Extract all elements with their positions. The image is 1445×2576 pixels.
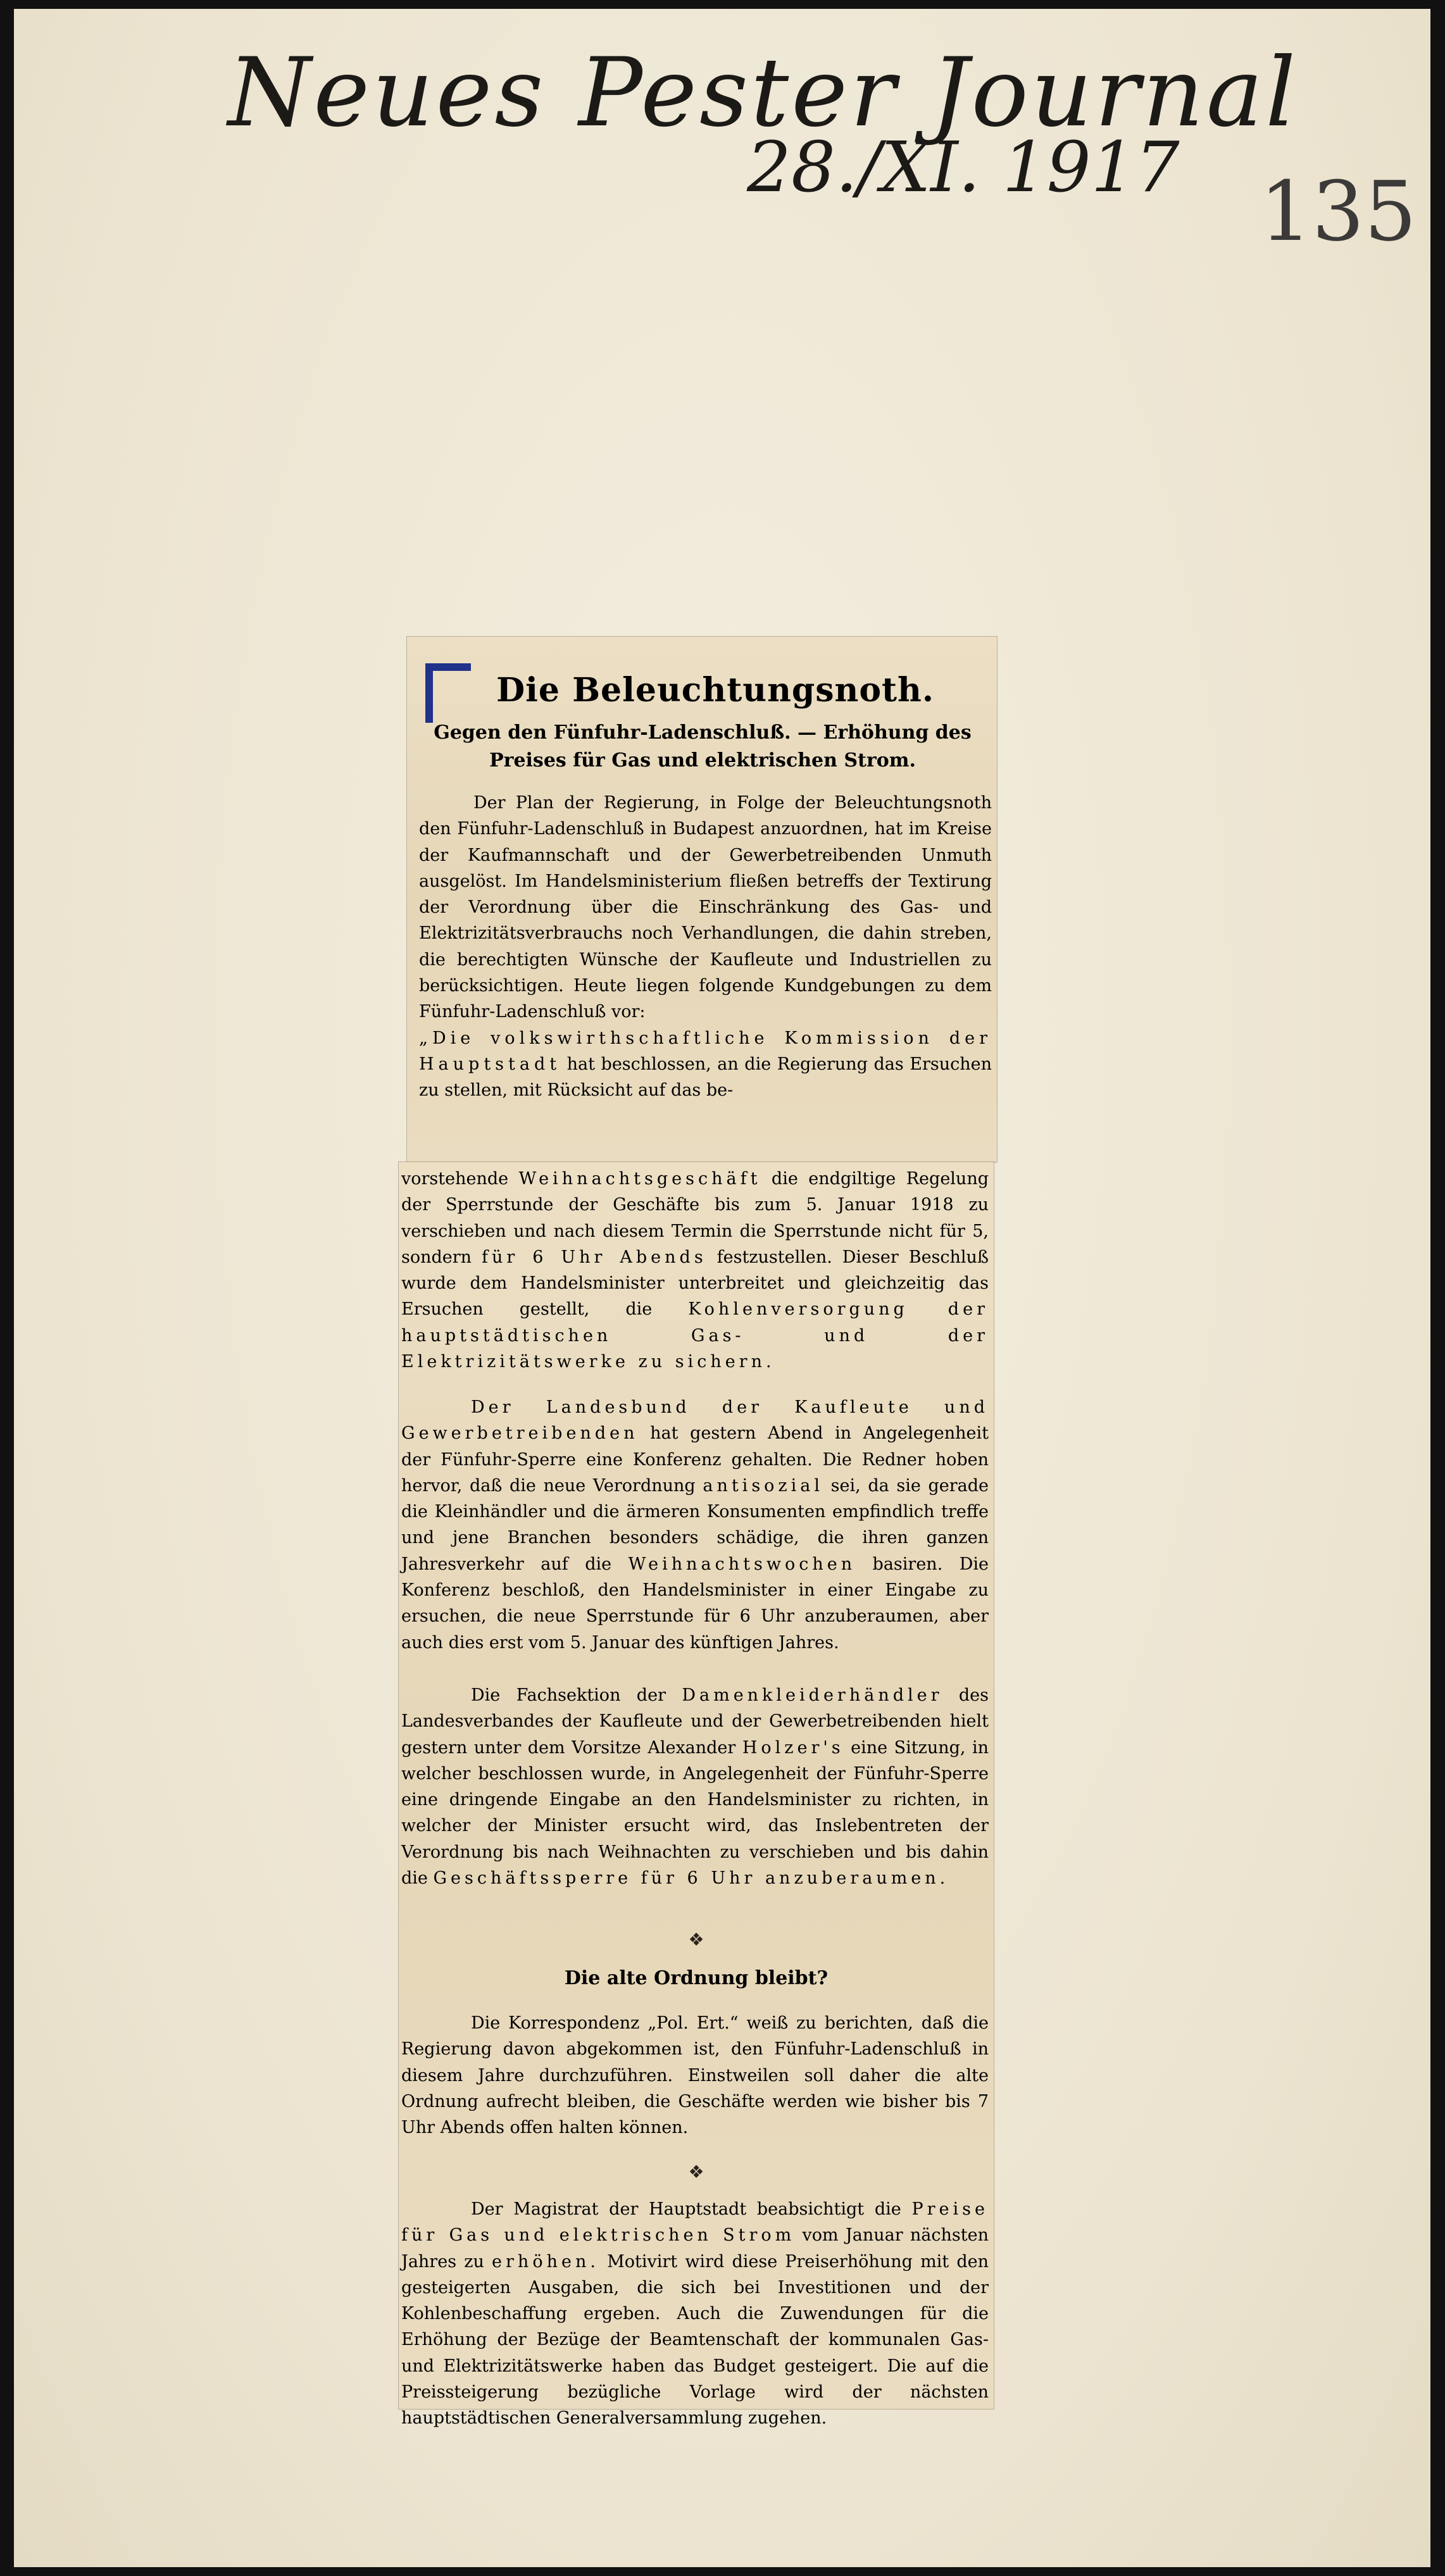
- handwritten-date: 28./XI. 1917: [747, 127, 1180, 208]
- text: Motivirt wird diese Preiserhöhung mit den gesteigerten Ausgaben, die sich bei Investitionen und der Kohlenbeschaffung ergeben. Auch die Zuwendungen für die Erhöhung der Bezüge der Beamtenschaft der kommunalen Gas- und Elektrizitätswerke haben das Budget gesteigert. Die auf die Preissteigerung bezügliche Vorlage wird der nächsten hauptstädtischen Generalversammlung zugehen.: [401, 2251, 989, 2429]
- separator-ornament: ❖: [688, 1929, 704, 1950]
- spaced-text: erhöhen.: [492, 2251, 599, 2272]
- spaced-text: Kohlenversorgung der hauptstädtischen Gas- und der Elektrizitätswerke zu sichern.: [401, 1299, 989, 1372]
- spaced-text: antisozial: [703, 1475, 824, 1496]
- paragraph-2-start-rest: hat beschlossen, an die Regierung das Ersuchen zu stellen, mit Rücksicht auf das be-: [419, 1054, 992, 1101]
- text: vom Januar nächsten Jahres zu: [401, 2225, 989, 2272]
- text: hat gestern Abend in Angelegenheit der Fünfuhr-Sperre eine Konferenz gehalten. Die Redner hoben hervor, daß die neue Verordnung: [401, 1423, 989, 1496]
- article-paragraph-2-continued: [401, 1166, 989, 1375]
- article-title: Die Beleuchtungsnoth.: [496, 671, 934, 710]
- spaced-text: Holzer's: [742, 1737, 844, 1758]
- paragraph-1-text: Der Plan der Regierung, in Folge der Beleuchtungsnoth den Fünfuhr-Ladenschluß in Budapest anzuordnen, hat im Kreise der Kaufmannschaft und der Gewerbetreibenden Unmuth ausgelöst. Im Handelsministerium fließen betreffs der Textirung der Verordnung über die Einschränkung des Gas- und Elektrizitätsverbrauchs noch Verhandlungen, die dahin streben, die berechtigten Wünsche der Kaufleute und Industriellen zu berücksichtigen. Heute liegen folgende Kundgebungen zu dem Fünfuhr-Ladenschluß vor:: [419, 793, 992, 1022]
- article-paragraph-1: [419, 790, 992, 1104]
- handwritten-masthead: Neues Pester Journal: [228, 38, 1299, 148]
- spaced-text: Der Landesbund der Kaufleute und Gewerbetreibenden: [401, 1397, 989, 1444]
- article-paragraph-4: [401, 1682, 989, 1891]
- text: die endgiltige Regelung der Sperrstunde der Geschäfte bis zum 5. Januar 1918 zu verschieben und nach diesem Termin die Sperrstunde nicht für 5, sondern: [401, 1169, 989, 1267]
- text: des Landesverbandes der Kaufleute und der Gewerbetreibenden hielt gestern unter dem Vorsitze Alexander: [401, 1685, 989, 1758]
- article-paragraph-3: [401, 1394, 989, 1656]
- spaced-text: Weihnachtswochen: [628, 1554, 856, 1574]
- text: Die Fachsektion der: [471, 1685, 682, 1705]
- spaced-text: Geschäftssperre für 6 Uhr anzuberaumen.: [433, 1868, 949, 1889]
- text: vorstehende: [401, 1169, 519, 1189]
- separator-ornament: ❖: [688, 2161, 704, 2182]
- handwritten-page-number: 135: [1260, 163, 1417, 259]
- article-paragraph-5: Die Korrespondenz „Pol. Ert.“ weiß zu berichten, daß die Regierung davon abgekommen ist, den Fünfuhr-Ladenschluß in diesem Jahre durchzuführen. Einstweilen soll daher die alte Ordnung aufrecht bleiben, die Geschäfte werden wie bisher bis 7 Uhr Abends offen halten können.: [401, 2013, 989, 2138]
- text: festzustellen. Dieser Beschluß wurde dem Handelsminister unterbreitet und gleichzeitig das Ersuchen gestellt, die: [401, 1247, 989, 1320]
- article-paragraph-6: [401, 2196, 989, 2432]
- text: sei, da sie gerade die Kleinhändler und die ärmeren Konsumenten empfindlich treffe und jene Branchen besonders schädige, die ihren ganzen Jahresverkehr auf die: [401, 1475, 989, 1574]
- section-title: Die alte Ordnung bleibt?: [564, 1967, 829, 1989]
- spaced-text: Damenkleiderhändler: [682, 1685, 943, 1705]
- article-subtitle: Gegen den Fünfuhr-Ladenschluß. — Erhöhung des Preises für Gas und elektrischen Strom.: [434, 722, 972, 772]
- paragraph-2-start-spaced: „Die volkswirthschaftliche Kommission der Hauptstadt: [419, 1028, 992, 1074]
- spaced-text: für 6 Uhr Abends: [482, 1247, 707, 1267]
- spaced-text: Weihnachtsgeschäft: [518, 1169, 761, 1189]
- spaced-text: Preise für Gas und elektrischen Strom: [401, 2199, 989, 2246]
- text: Der Magistrat der Hauptstadt beabsichtigt die: [471, 2199, 912, 2219]
- text: eine Sitzung, in welcher beschlossen wurde, in Angelegenheit der Fünfuhr-Sperre eine dringende Eingabe an den Handelsminister zu richten, in welcher der Minister ersucht wird, das Inslebentreten der Verordnung bis nach Weihnachten zu verschieben und bis dahin die: [401, 1737, 989, 1889]
- text: basiren. Die Konferenz beschloß, den Handelsminister in einer Eingabe zu ersuchen, die neue Sperrstunde für 6 Uhr anzuberaumen, aber auch dies erst vom 5. Januar des künftigen Jahres.: [401, 1554, 989, 1653]
